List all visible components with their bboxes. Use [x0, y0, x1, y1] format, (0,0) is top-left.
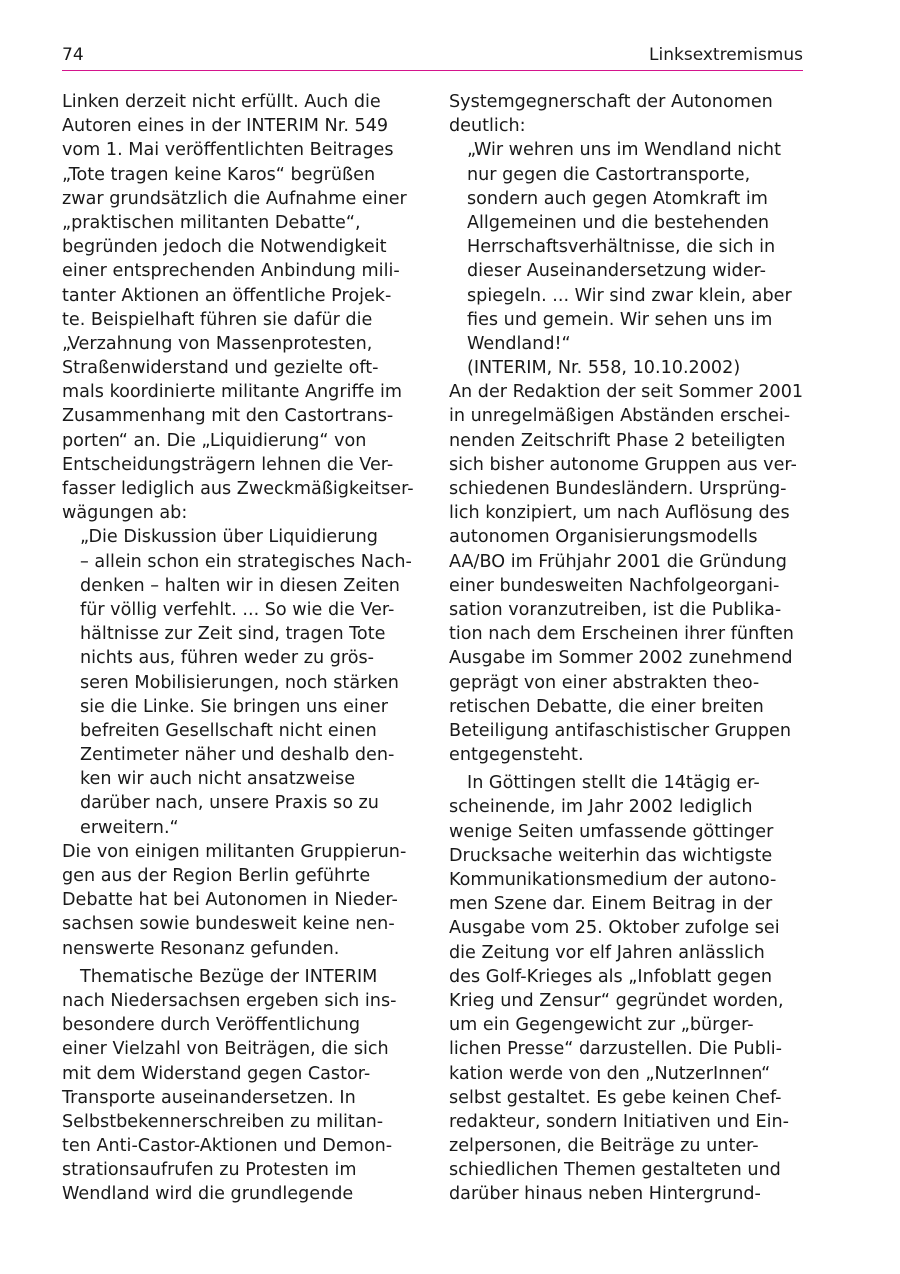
text-line: Zentimeter näher und deshalb den-	[80, 745, 395, 766]
text-line: mit dem Widerstand gegen Castor-	[62, 1063, 371, 1084]
text-line: einer entsprechenden Anbindung mili-	[62, 261, 400, 282]
text-line: in unregelmäßigen Abständen erschei-	[449, 406, 791, 427]
text-line: die Zeitung vor elf Jahren anlässlich	[449, 942, 765, 963]
text-line: – allein schon ein strategisches Nach-	[80, 551, 412, 572]
text-line: fies und gemein. Wir sehen uns im	[467, 309, 773, 330]
text-line: porten“ an. Die „Liquidierung“ von	[62, 430, 367, 451]
text-line: Straßenwiderstand und gezielte oft-	[62, 358, 379, 379]
text-line: Ausgabe im Sommer 2002 zunehmend	[449, 648, 793, 669]
text-line: Thematische Bezüge der INTERIM	[80, 966, 378, 987]
text-line: sation voranzutreiben, ist die Publika-	[449, 599, 782, 620]
paragraph	[62, 90, 418, 525]
text-line: geprägt von einer abstrakten theo-	[449, 672, 760, 693]
text-line: redakteur, sondern Initiativen und Ein-	[449, 1111, 789, 1132]
text-line: autonomen Organisierungsmodells	[449, 527, 758, 548]
text-line: sachsen sowie bundesweit keine nen-	[62, 914, 395, 935]
text-line: Ausgabe vom 25. Oktober zufolge sei	[449, 918, 780, 939]
text-line: nach Niedersachsen ergeben sich ins-	[62, 990, 397, 1011]
text-line: „Wir wehren uns im Wendland nicht	[467, 140, 781, 161]
text-line: einer bundesweiten Nachfolgeorgani-	[449, 575, 780, 596]
text-line: „praktischen militanten Debatte“,	[62, 212, 361, 233]
text-line: nichts aus, führen weder zu grös-	[80, 648, 375, 669]
text-line: ten Anti-Castor-Aktionen und Demon-	[62, 1136, 393, 1157]
block-quote	[449, 138, 805, 380]
text-line: retischen Debatte, die einer breiten	[449, 696, 764, 717]
right-column	[449, 90, 805, 1207]
text-line: nenden Zeitschrift Phase 2 beteiligten	[449, 430, 786, 451]
text-line: Drucksache weiterhin das wichtigste	[449, 845, 773, 866]
text-line: Wendland wird die grundlegende	[62, 1184, 354, 1205]
text-line: zelpersonen, die Beiträge zu unter-	[449, 1136, 759, 1157]
text-line: um ein Gegengewicht zur „bürger-	[449, 1015, 754, 1036]
text-line: te. Beispielhaft führen sie dafür die	[62, 309, 373, 330]
text-line: sich bisher autonome Gruppen aus ver-	[449, 454, 797, 475]
text-line: Zusammenhang mit den Castortrans-	[62, 406, 394, 427]
text-line: für völlig verfehlt. ... So wie die Ver-	[80, 599, 395, 620]
text-line: AA/BO im Frühjahr 2001 die Gründung	[449, 551, 787, 572]
text-line: tanter Aktionen an öffentliche Projek-	[62, 285, 392, 306]
text-line: darüber nach, unsere Praxis so zu	[80, 793, 379, 814]
text-line: Beteiligung antifaschistischer Gruppen	[449, 720, 792, 741]
text-line: lichen Presse“ darzustellen. Die Publi-	[449, 1039, 782, 1060]
page-number: 74	[62, 45, 84, 65]
text-line: sie die Linke. Sie bringen uns einer	[80, 696, 388, 717]
text-line: vom 1. Mai veröffentlichten Beitrages	[62, 140, 394, 161]
text-line: Krieg und Zensur“ gegründet worden,	[449, 990, 784, 1011]
text-line: einer Vielzahl von Beiträgen, die sich	[62, 1039, 389, 1060]
text-line: seren Mobilisierungen, noch stärken	[80, 672, 399, 693]
text-line: Selbstbekennerschreiben zu militan-	[62, 1111, 384, 1132]
text-line: besondere durch Veröffentlichung	[62, 1015, 361, 1036]
running-title: Linksextremismus	[649, 45, 803, 65]
text-line: „Tote tragen keine Karos“ begrüßen	[62, 164, 376, 185]
text-line: Debatte hat bei Autonomen in Nieder-	[62, 890, 398, 911]
text-line: Systemgegnerschaft der Autonomen	[449, 92, 773, 112]
text-line: entgegensteht.	[449, 745, 584, 766]
text-line: wenige Seiten umfassende göttinger	[449, 821, 774, 842]
text-line: In Göttingen stellt die 14tägig er-	[467, 773, 760, 794]
text-line: Linken derzeit nicht erfüllt. Auch die	[62, 92, 381, 112]
text-line: tion nach dem Erscheinen ihrer fünften	[449, 624, 794, 645]
text-line: nur gegen die Castortransporte,	[467, 164, 751, 185]
text-line: (INTERIM, Nr. 558, 10.10.2002)	[467, 358, 741, 379]
text-line: hältnisse zur Zeit sind, tragen Tote	[80, 624, 386, 645]
text-line: „Die Diskussion über Liquidierung	[80, 527, 378, 548]
text-line: Transporte auseinandersetzen. In	[62, 1087, 356, 1108]
text-line: sondern auch gegen Atomkraft im	[467, 188, 768, 209]
paragraph	[62, 965, 418, 1207]
text-line: erweitern.“	[80, 817, 179, 838]
text-line: strationsaufrufen zu Protesten im	[62, 1160, 357, 1181]
text-line: befreiten Gesellschaft nicht einen	[80, 720, 377, 741]
text-line: Kommunikationsmedium der autono-	[449, 870, 777, 890]
text-line: Allgemeinen und die bestehenden	[467, 212, 770, 233]
text-line: Die von einigen militanten Gruppierun-	[62, 841, 407, 862]
text-line: dieser Auseinandersetzung wider-	[467, 261, 766, 282]
text-line: zwar grundsätzlich die Aufnahme einer	[62, 188, 407, 209]
paragraph	[449, 90, 805, 138]
text-line: Entscheidungsträgern lehnen die Ver-	[62, 454, 394, 475]
paragraph	[449, 380, 805, 767]
text-line: schiedenen Bundesländern. Ursprüng-	[449, 479, 787, 499]
text-line: kation werde von den „NutzerInnen“	[449, 1063, 771, 1084]
text-line: mals koordinierte militante Angriffe im	[62, 382, 403, 403]
text-line: fasser lediglich aus Zweckmäßigkeitser-	[62, 479, 414, 499]
paragraph	[449, 771, 805, 1206]
block-quote	[62, 525, 418, 839]
paragraph	[62, 840, 418, 961]
text-line: lich konzipiert, um nach Auflösung des	[449, 503, 790, 524]
text-line: Wendland!“	[467, 333, 571, 354]
text-line: darüber hinaus neben Hintergrund-	[449, 1184, 761, 1205]
text-line: wägungen ab:	[62, 503, 188, 524]
text-line: nenswerte Resonanz gefunden.	[62, 938, 340, 959]
text-line: begründen jedoch die Notwendigkeit	[62, 237, 387, 258]
text-line: ken wir auch nicht ansatzweise	[80, 769, 356, 790]
left-column	[62, 90, 418, 1207]
text-line: des Golf-Krieges als „Infoblatt gegen	[449, 966, 773, 987]
text-line: scheinende, im Jahr 2002 lediglich	[449, 797, 753, 818]
text-line: Herrschaftsverhältnisse, die sich in	[467, 237, 776, 258]
text-line: An der Redaktion der seit Sommer 2001	[449, 382, 804, 403]
text-line: spiegeln. ... Wir sind zwar klein, aber	[467, 285, 792, 306]
text-line: schiedlichen Themen gestalteten und	[449, 1160, 781, 1181]
text-line: Autoren eines in der INTERIM Nr. 549	[62, 116, 389, 137]
text-line: gen aus der Region Berlin geführte	[62, 866, 371, 886]
text-line: deutlich:	[449, 116, 526, 137]
text-line: denken – halten wir in diesen Zeiten	[80, 575, 400, 596]
page-header	[62, 44, 803, 71]
text-line: men Szene dar. Einem Beitrag in der	[449, 894, 773, 915]
text-line: „Verzahnung von Massenprotesten,	[62, 333, 373, 354]
text-line: selbst gestaltet. Es gebe keinen Chef-	[449, 1087, 782, 1108]
